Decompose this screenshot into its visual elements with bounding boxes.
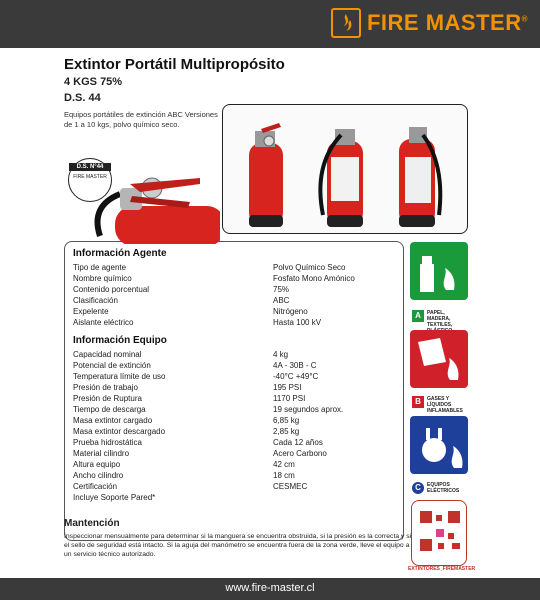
maintenance-text: Inspeccionar mensualmente para determinar si la manguera se encuentra obstruida, si la presión es la correcta y si el sello de seguridad está intacto. Si la aguja del manómetro se encuentra fuera de la zona verde, lleve el equipo a un servicio técnico autorizado. — [64, 533, 412, 558]
website-link[interactable]: www.fire-master.cl — [225, 582, 315, 594]
table-row: Contenido porcentual 75% — [73, 285, 290, 294]
brand-name: FIRE MASTER® — [366, 10, 528, 35]
table-row: Temperatura límite de uso -40°C +49°C — [73, 372, 319, 381]
class-c-label: C EQUIPOS ELÉCTRICOS — [412, 482, 469, 494]
page-title: Extintor Portátil Multipropósito — [64, 56, 285, 73]
class-a-label: A PAPEL, MADERA, TEXTILES, — [412, 310, 469, 334]
table-row: Masa extintor descargado 2,85 kg — [73, 427, 300, 436]
capacity-subtitle: 4 KGS 75% — [64, 76, 123, 88]
footer-bar — [0, 578, 540, 600]
table-row: Potencial de extinción 4A - 30B - C — [73, 361, 317, 370]
intro-text: Equipos portátiles de extinción ABC Versiones de 1 a 10 kgs, polvo químico seco. — [64, 110, 218, 129]
table-row: Masa extintor cargado 6,85 kg — [73, 416, 300, 425]
table-row: Presión de trabajo 195 PSI — [73, 383, 302, 392]
class-b-label: B GASES Y LÍQUIDOS INFLAMABLES — [412, 396, 469, 414]
maintenance-heading: Mantención — [64, 518, 120, 529]
standard-subtitle: D.S. 44 — [64, 92, 101, 104]
table-row: Expelente Nitrógeno — [73, 307, 308, 316]
instagram-qr-box[interactable] — [411, 500, 467, 566]
agent-heading: Información Agente — [73, 248, 167, 259]
extinguisher-fire-pictogram-icon — [410, 242, 468, 300]
no-water-electrical-pictogram-icon — [410, 330, 468, 388]
instagram-handle: EXTINTORES_FIREMASTER — [408, 566, 476, 572]
flame-logo-icon — [331, 8, 361, 38]
extinguisher-photos — [223, 105, 469, 235]
header-bar — [0, 0, 540, 48]
table-row: Altura equipo 42 cm — [73, 460, 295, 469]
table-row: Clasificación ABC — [73, 296, 290, 305]
ds44-badge: D.S. N°44 FIRE MASTER — [68, 158, 112, 202]
table-row: Material cilindro Acero Carbono — [73, 449, 327, 458]
electric-plug-fire-pictogram-icon — [410, 416, 468, 474]
info-panel — [64, 241, 404, 541]
table-row: Nombre químico Fosfato Mono Amónico — [73, 274, 355, 283]
table-row: Tiempo de descarga 19 segundos aprox. — [73, 405, 344, 414]
table-row: Incluye Soporte Pared* — [73, 493, 156, 502]
table-row: Certificación CESMEC — [73, 482, 308, 491]
table-row: Ancho cilindro 18 cm — [73, 471, 295, 480]
brand — [331, 8, 528, 38]
product-photos-box — [222, 104, 468, 234]
table-row: Presión de Ruptura 1170 PSI — [73, 394, 306, 403]
table-row: Tipo de agente Polvo Químico Seco — [73, 263, 346, 272]
equipment-heading: Información Equipo — [73, 335, 167, 346]
table-row: Prueba hidrostática Cada 12 años — [73, 438, 323, 447]
qr-code-icon — [412, 505, 468, 561]
table-row: Capacidad nominal 4 kg — [73, 350, 289, 359]
table-row: Aislante eléctrico Hasta 100 kV — [73, 318, 322, 327]
